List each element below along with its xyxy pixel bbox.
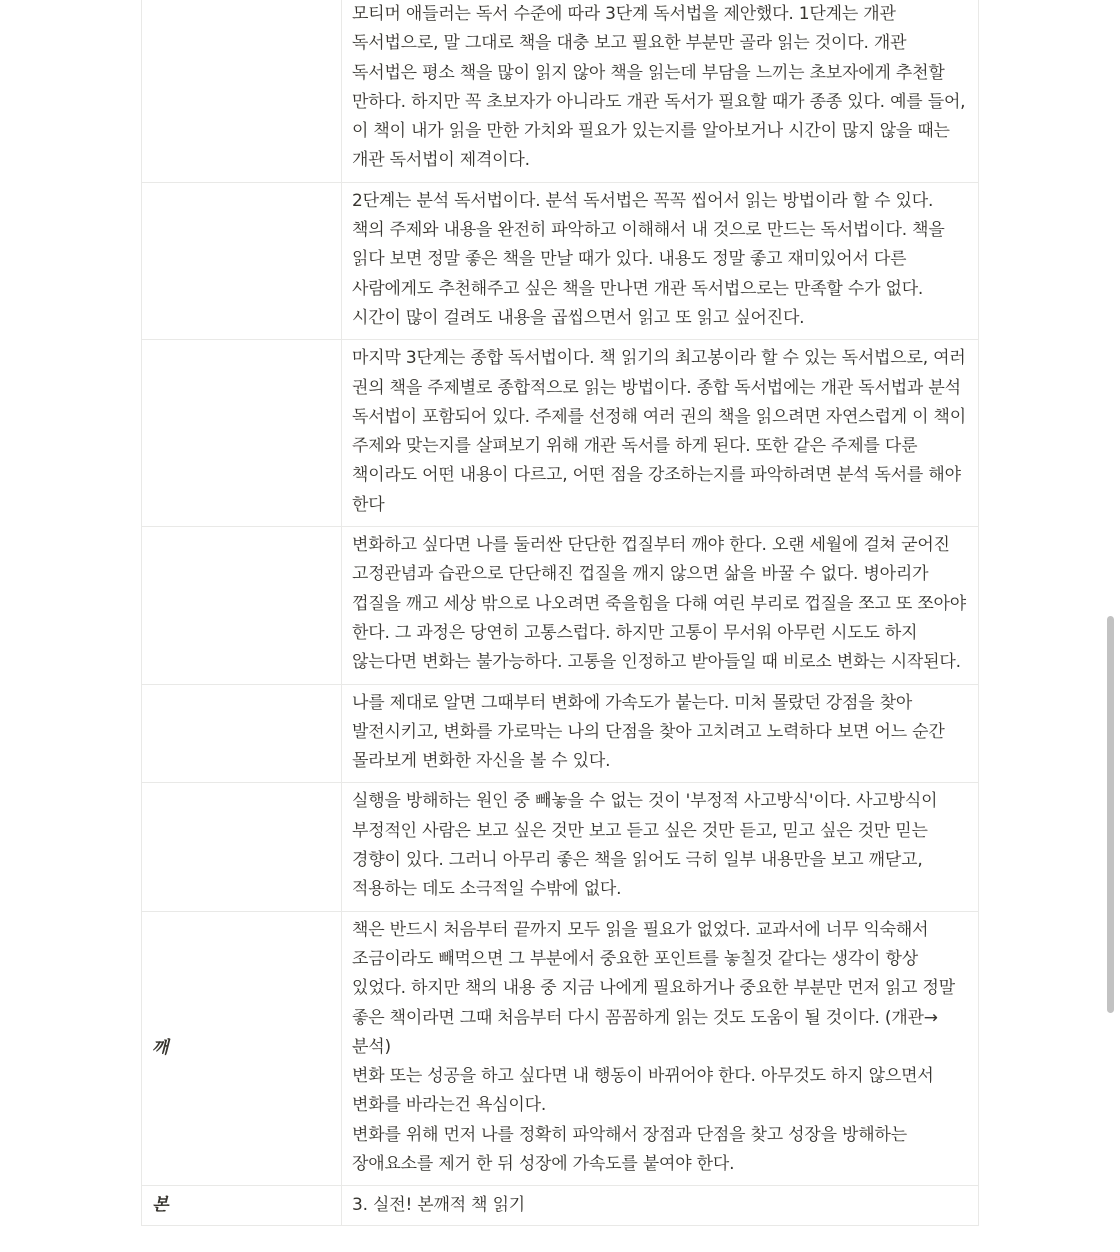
content-paragraph: 책은 반드시 처음부터 끝까지 모두 읽을 필요가 없었다. 교과서에 너무 익숙해서 조금이라도 빼먹으면 그 부분에서 중요한 포인트를 놓칠것 같다는 생각이 항상 있었다. 하지만 책의 내용 중 지금 나에게 필요하거나 중요한 부분만 먼저 읽고 정말 좋은 책이라면 그때 처음부터 다시 꼼꼼하게 읽는 것도 도움이 될 것이다. (개관→분석) <box>352 919 955 1057</box>
notes-table-container <box>141 0 979 1226</box>
row-content-cell[interactable] <box>342 0 979 182</box>
scrollbar-thumb[interactable] <box>1107 616 1114 1013</box>
table-row <box>142 684 979 783</box>
notes-table-body <box>142 0 979 1225</box>
content-paragraph: 모티머 애들러는 독서 수준에 따라 3단계 독서법을 제안했다. 1단계는 개관 독서법으로, 말 그대로 책을 대충 보고 필요한 부분만 골라 읽는 것이다. 개관 독서법은 평소 책을 많이 읽지 않아 책을 읽는데 부담을 느끼는 초보자에게 추천할 만하다. 하지만 꼭 초보자가 아니라도 개관 독서가 필요할 때가 종종 있다. 예를 들어, 이 책이 내가 읽을 만한 가치와 필요가 있는지를 알아보거나 시간이 많지 않을 때는 개관 독서법이 제격이다. <box>352 4 966 171</box>
row-content-cell[interactable] <box>342 182 979 339</box>
content-paragraph: 나를 제대로 알면 그때부터 변화에 가속도가 붙는다. 미처 몰랐던 강점을 찾아 발전시키고, 변화를 가로막는 나의 단점을 찾아 고치려고 노력하다 보면 어느 순간 몰라보게 변화한 자신을 볼 수 있다. <box>352 692 945 772</box>
row-key-cell[interactable] <box>142 527 342 684</box>
content-paragraph: 3. 실전! 본깨적 책 읽기 <box>352 1195 526 1216</box>
row-content-cell[interactable] <box>342 1186 979 1225</box>
table-row <box>142 340 979 527</box>
row-key-cell[interactable] <box>142 340 342 527</box>
content-paragraph: 변화를 위해 먼저 나를 정확히 파악해서 장점과 단점을 찾고 성장을 방해하는 장애요소를 제거 한 뒤 성장에 가속도를 붙여야 한다. <box>352 1124 907 1174</box>
content-paragraph: 2단계는 분석 독서법이다. 분석 독서법은 꼭꼭 씹어서 읽는 방법이라 할 수 있다. 책의 주제와 내용을 완전히 파악하고 이해해서 내 것으로 만드는 독서법이다. 책을 읽다 보면 정말 좋은 책을 만날 때가 있다. 내용도 정말 좋고 재미있어서 다른 사람에게도 추천해주고 싶은 책을 만나면 개관 독서법으로는 만족할 수가 없다. 시간이 많이 걸려도 내용을 곱씹으면서 읽고 또 읽고 싶어진다. <box>352 190 945 328</box>
table-row <box>142 527 979 684</box>
row-content-cell[interactable] <box>342 783 979 911</box>
table-row <box>142 182 979 339</box>
content-paragraph: 변화하고 싶다면 나를 둘러싼 단단한 껍질부터 깨야 한다. 오랜 세월에 걸쳐 굳어진 고정관념과 습관으로 단단해진 껍질을 깨지 않으면 삶을 바꿀 수 없다. 병아리가 껍질을 깨고 세상 밖으로 나오려면 죽을힘을 다해 여린 부리로 껍질을 쪼고 또 쪼아야 한다. 그 과정은 당연히 고통스럽다. 하지만 고통이 무서워 아무런 시도도 하지 않는다면 변화는 불가능하다. 고통을 인정하고 받아들일 때 비로소 변화는 시작된다. <box>352 535 966 673</box>
content-paragraph: 변화 또는 성공을 하고 싶다면 내 행동이 바뀌어야 한다. 아무것도 하지 않으면서 변화를 바라는건 욕심이다. <box>352 1066 934 1116</box>
table-row <box>142 0 979 182</box>
row-key-cell[interactable] <box>142 783 342 911</box>
row-key-cell[interactable] <box>142 684 342 783</box>
row-content-cell[interactable] <box>342 340 979 527</box>
vertical-scrollbar[interactable] <box>1101 0 1120 1252</box>
notes-table <box>141 0 979 1226</box>
row-content-cell[interactable] <box>342 684 979 783</box>
table-row <box>142 1186 979 1225</box>
content-paragraph: 실행을 방해하는 원인 중 빼놓을 수 없는 것이 '부정적 사고방식'이다. 사고방식이 부정적인 사람은 보고 싶은 것만 보고 듣고 싶은 것만 듣고, 믿고 싶은 것만 믿는 경향이 있다. 그러니 아무리 좋은 책을 읽어도 극히 일부 내용만을 보고 깨닫고, 적용하는 데도 소극적일 수밖에 없다. <box>352 791 938 900</box>
row-key-cell[interactable]: 깨 <box>142 911 342 1186</box>
content-paragraph: 마지막 3단계는 종합 독서법이다. 책 읽기의 최고봉이라 할 수 있는 독서법으로, 여러 권의 책을 주제별로 종합적으로 읽는 방법이다. 종합 독서법에는 개관 독서법과 분석 독서법이 포함되어 있다. 주제를 선정해 여러 권의 책을 읽으려면 자연스럽게 이 책이 주제와 맞는지를 살펴보기 위해 개관 독서를 하게 된다. 또한 같은 주제를 다룬 책이라도 어떤 내용이 다르고, 어떤 점을 강조하는지를 파악하려면 분석 독서를 해야 한다 <box>352 348 966 515</box>
table-row <box>142 911 979 1186</box>
row-key-cell[interactable] <box>142 0 342 182</box>
row-key-cell[interactable] <box>142 182 342 339</box>
row-key-cell[interactable]: 본 <box>142 1186 342 1225</box>
row-content-cell[interactable] <box>342 911 979 1186</box>
table-row <box>142 783 979 911</box>
row-content-cell[interactable] <box>342 527 979 684</box>
